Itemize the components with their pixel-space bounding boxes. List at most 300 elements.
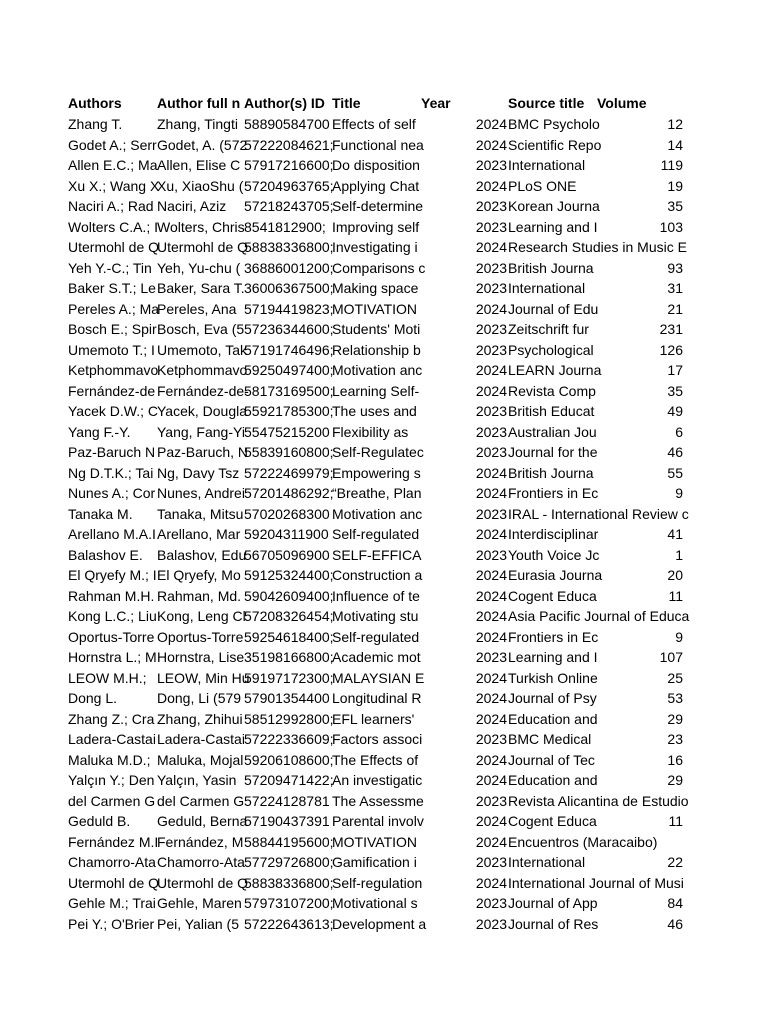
- cell-title[interactable]: Longitudinal R: [332, 690, 422, 706]
- cell-author-ids[interactable]: 8541812900;: [244, 218, 326, 235]
- cell-title[interactable]: Construction a: [332, 567, 423, 583]
- cell-authors[interactable]: Kong L.C.; Liu: [68, 608, 157, 624]
- cell-title[interactable]: Self-regulated: [332, 628, 420, 645]
- cell-author-ids[interactable]: 57190437391: [244, 813, 330, 829]
- cell-source-title[interactable]: International: [508, 280, 586, 296]
- cell-year[interactable]: 2024: [475, 485, 507, 501]
- cell-title[interactable]: Functional nea: [332, 136, 424, 153]
- cell-authors[interactable]: Geduld B.: [68, 813, 131, 829]
- cell-year[interactable]: 2024: [475, 136, 507, 153]
- cell-authors[interactable]: Umemoto T.; I: [68, 341, 155, 358]
- cell-title[interactable]: Factors associ: [332, 731, 423, 747]
- cell-author-ids[interactable]: 59254618400;: [244, 628, 334, 645]
- cell-author-ids[interactable]: 57222084621;: [244, 136, 334, 153]
- cell-title[interactable]: An investigatic: [332, 772, 423, 788]
- table-row: [0, 115, 768, 135]
- cell-source-title[interactable]: Turkish Online: [508, 669, 598, 686]
- cell-title[interactable]: Making space: [332, 280, 419, 296]
- cell-source-title[interactable]: International: [508, 854, 586, 870]
- cell-source-title[interactable]: Learning and I: [508, 649, 598, 665]
- header-source-title[interactable]: Source title: [508, 95, 585, 111]
- cell-title[interactable]: MOTIVATION: [332, 300, 418, 317]
- cell-author-full-name[interactable]: Baker, Sara T.: [157, 280, 245, 296]
- cell-source-title[interactable]: Education and: [508, 772, 598, 788]
- cell-author-full-name[interactable]: Xu, XiaoShu (: [157, 177, 244, 194]
- cell-author-ids[interactable]: 57201486292;: [244, 485, 334, 501]
- cell-author-full-name[interactable]: Arellano, Mar: [157, 526, 241, 542]
- table-row: [0, 525, 768, 545]
- cell-authors[interactable]: El Qryefy M.; I: [68, 567, 157, 583]
- cell-year[interactable]: 2024: [475, 116, 507, 132]
- cell-authors[interactable]: Yeh Y.-C.; Tin: [68, 259, 152, 276]
- cell-title[interactable]: MALAYSIAN E: [332, 669, 425, 686]
- cell-author-full-name[interactable]: Allen, Elise C: [157, 157, 241, 173]
- cell-author-ids[interactable]: 57973107200;: [244, 895, 334, 911]
- cell-author-ids[interactable]: 58838336800;: [244, 239, 334, 255]
- cell-author-ids[interactable]: 55475215200: [244, 423, 330, 440]
- cell-source-title[interactable]: Journal of Psy: [508, 690, 597, 706]
- cell-authors[interactable]: Xu X.; Wang X: [68, 177, 160, 194]
- cell-volume[interactable]: 17: [667, 362, 683, 378]
- cell-author-full-name[interactable]: Hornstra, Lise: [157, 649, 245, 665]
- cell-author-ids[interactable]: 35198166800;: [244, 649, 334, 665]
- cell-author-ids[interactable]: 57222643613;: [244, 915, 334, 932]
- cell-author-ids[interactable]: 57208326454;: [244, 608, 334, 624]
- cell-volume[interactable]: 31: [667, 280, 683, 296]
- cell-author-full-name[interactable]: LEOW, Min Hu: [157, 669, 250, 686]
- cell-year[interactable]: 2024: [475, 772, 507, 788]
- cell-volume[interactable]: 35: [667, 382, 683, 399]
- cell-volume[interactable]: 12: [667, 116, 683, 132]
- cell-authors[interactable]: Bosch E.; Spir: [68, 321, 157, 337]
- cell-source-title[interactable]: Korean Journa: [508, 198, 600, 214]
- cell-author-ids[interactable]: 57218243705;: [244, 198, 334, 214]
- cell-author-ids[interactable]: 57194419823;: [244, 300, 334, 317]
- cell-author-ids[interactable]: 55839160800;: [244, 444, 334, 460]
- cell-author-ids[interactable]: 59125324400;: [244, 567, 334, 583]
- cell-volume[interactable]: 55: [667, 464, 683, 481]
- table-row: [0, 648, 768, 668]
- header-author-ids[interactable]: Author(s) ID: [244, 95, 325, 111]
- cell-title[interactable]: SELF-EFFICA: [332, 546, 422, 563]
- cell-source-title[interactable]: Frontiers in Ec: [508, 628, 599, 645]
- cell-year[interactable]: 2024: [475, 300, 507, 317]
- cell-year[interactable]: 2023: [475, 854, 507, 870]
- cell-source-title[interactable]: Journal of Tec: [508, 751, 595, 768]
- cell-year[interactable]: 2023: [475, 218, 507, 235]
- cell-authors[interactable]: del Carmen G: [68, 792, 156, 809]
- cell-title[interactable]: The Assessme: [332, 792, 424, 809]
- cell-author-full-name[interactable]: Zhang, Tingti: [157, 116, 238, 132]
- cell-year[interactable]: 2023: [475, 198, 507, 214]
- cell-volume[interactable]: 107: [659, 649, 683, 665]
- cell-year[interactable]: 2024: [475, 464, 507, 481]
- cell-year[interactable]: 2023: [475, 157, 507, 173]
- cell-author-full-name[interactable]: Naciri, Aziz: [157, 198, 227, 214]
- cell-author-ids[interactable]: 36886001200;: [244, 259, 334, 276]
- cell-author-full-name[interactable]: Pereles, Ana: [157, 300, 237, 317]
- cell-volume[interactable]: 6: [675, 423, 683, 440]
- cell-author-full-name[interactable]: El Qryefy, Mo: [157, 567, 241, 583]
- cell-author-ids[interactable]: 58173169500;: [244, 382, 334, 399]
- header-year[interactable]: Year: [421, 95, 451, 111]
- table-row: [0, 361, 768, 381]
- cell-year[interactable]: 2024: [475, 751, 507, 768]
- cell-author-full-name[interactable]: Ng, Davy Tsz: [157, 464, 240, 481]
- cell-year[interactable]: 2023: [475, 280, 507, 296]
- cell-authors[interactable]: Wolters C.A.; I: [68, 218, 158, 235]
- cell-authors[interactable]: Gehle M.; Trai: [68, 895, 156, 911]
- cell-authors[interactable]: Dong L.: [68, 690, 118, 706]
- cell-authors[interactable]: Baker S.T.; Le: [68, 280, 156, 296]
- cell-title[interactable]: Motivational s: [332, 895, 418, 911]
- cell-title[interactable]: Improving self: [332, 218, 420, 235]
- cell-source-title[interactable]: LEARN Journa: [508, 362, 602, 378]
- table-row: [0, 689, 768, 709]
- cell-volume[interactable]: 19: [667, 177, 683, 194]
- cell-source-title[interactable]: Cogent Educa: [508, 813, 597, 829]
- cell-authors[interactable]: Rahman M.H.: [68, 587, 155, 604]
- cell-source-title[interactable]: BMC Medical: [508, 731, 592, 747]
- cell-year[interactable]: 2023: [475, 546, 507, 563]
- cell-authors[interactable]: Fernández-de: [68, 382, 156, 399]
- cell-source-title[interactable]: Education and: [508, 710, 598, 727]
- cell-year[interactable]: 2023: [475, 731, 507, 747]
- cell-source-title[interactable]: International: [508, 157, 586, 173]
- cell-source-title[interactable]: Encuentros (Maracaibo): [508, 833, 658, 850]
- cell-author-ids[interactable]: 58512992800;: [244, 710, 334, 727]
- cell-source-title[interactable]: Revista Alicantina de Estudio: [508, 792, 689, 809]
- cell-author-ids[interactable]: 59042609400;: [244, 587, 334, 604]
- cell-year[interactable]: 2023: [475, 341, 507, 358]
- cell-author-ids[interactable]: 57236344600;: [244, 321, 334, 337]
- cell-author-ids[interactable]: 57224128781: [244, 792, 330, 809]
- cell-author-full-name[interactable]: Ladera-Castai: [157, 731, 245, 747]
- cell-author-full-name[interactable]: Yacek, Dougla: [157, 403, 248, 419]
- cell-source-title[interactable]: Youth Voice Jc: [508, 546, 600, 563]
- cell-volume[interactable]: 21: [667, 300, 683, 317]
- cell-author-full-name[interactable]: Umemoto, Tak: [157, 341, 247, 358]
- cell-author-ids[interactable]: 55921785300;: [244, 403, 334, 419]
- cell-volume[interactable]: 46: [667, 444, 683, 460]
- cell-authors[interactable]: Zhang Z.; Cra: [68, 710, 155, 727]
- table-row: [0, 238, 768, 258]
- cell-author-full-name[interactable]: Pei, Yalian (5: [157, 915, 239, 932]
- table-row: [0, 833, 768, 853]
- cell-title[interactable]: Influence of te: [332, 587, 420, 604]
- cell-authors[interactable]: Ladera-Castai: [68, 731, 156, 747]
- cell-volume[interactable]: 41: [667, 526, 683, 542]
- cell-authors[interactable]: Allen E.C.; Ma: [68, 157, 158, 173]
- table-row: [0, 382, 768, 402]
- cell-authors[interactable]: Chamorro-Ata: [68, 854, 156, 870]
- cell-title[interactable]: Academic mot: [332, 649, 421, 665]
- cell-volume[interactable]: 14: [667, 136, 683, 153]
- cell-title[interactable]: The uses and: [332, 403, 417, 419]
- cell-title[interactable]: Comparisons c: [332, 259, 426, 276]
- cell-source-title[interactable]: Journal of App: [508, 895, 598, 911]
- cell-year[interactable]: 2023: [475, 649, 507, 665]
- cell-volume[interactable]: 93: [667, 259, 683, 276]
- cell-source-title[interactable]: Psychological: [508, 341, 594, 358]
- cell-authors[interactable]: Pei Y.; O'Brier: [68, 915, 155, 932]
- cell-author-full-name[interactable]: Bosch, Eva (5: [157, 321, 245, 337]
- cell-year[interactable]: 2024: [475, 710, 507, 727]
- cell-source-title[interactable]: International Journal of Musi: [508, 874, 684, 891]
- cell-author-ids[interactable]: 57204963765;: [244, 177, 334, 194]
- cell-title[interactable]: Self-determine: [332, 198, 424, 214]
- cell-year[interactable]: 2023: [475, 423, 507, 440]
- cell-source-title[interactable]: PLoS ONE: [508, 177, 577, 194]
- cell-author-ids[interactable]: 57222336609;: [244, 731, 334, 747]
- header-row: [0, 94, 768, 114]
- cell-source-title[interactable]: BMC Psycholo: [508, 116, 600, 132]
- table-row: [0, 915, 768, 935]
- cell-volume[interactable]: 20: [667, 567, 683, 583]
- cell-year[interactable]: 2024: [475, 669, 507, 686]
- cell-volume[interactable]: 231: [659, 321, 683, 337]
- cell-source-title[interactable]: Cogent Educa: [508, 587, 597, 604]
- cell-year[interactable]: 2024: [475, 239, 507, 255]
- cell-title[interactable]: Motivation anc: [332, 505, 423, 522]
- cell-title[interactable]: Empowering s: [332, 464, 421, 481]
- cell-volume[interactable]: 53: [667, 690, 683, 706]
- cell-source-title[interactable]: Asia Pacific Journal of Educa: [508, 608, 690, 624]
- cell-title[interactable]: Motivating stu: [332, 608, 419, 624]
- cell-author-ids[interactable]: 58844195600;: [244, 833, 334, 850]
- cell-author-full-name[interactable]: Godet, A. (572: [157, 136, 248, 153]
- cell-author-ids[interactable]: 57191746496;: [244, 341, 334, 358]
- cell-year[interactable]: 2024: [475, 608, 507, 624]
- cell-volume[interactable]: 126: [659, 341, 683, 358]
- cell-author-full-name[interactable]: Yalçın, Yasin: [157, 772, 237, 788]
- cell-source-title[interactable]: Interdisciplinar: [508, 526, 599, 542]
- cell-author-full-name[interactable]: Maluka, Mojal: [157, 751, 244, 768]
- cell-author-full-name[interactable]: Utermohl de Q: [157, 874, 249, 891]
- cell-authors[interactable]: Arellano M.A.I: [68, 526, 156, 542]
- cell-volume[interactable]: 29: [667, 710, 683, 727]
- cell-source-title[interactable]: Frontiers in Ec: [508, 485, 599, 501]
- cell-year[interactable]: 2024: [475, 362, 507, 378]
- cell-source-title[interactable]: Revista Comp: [508, 382, 596, 399]
- table-row: [0, 894, 768, 914]
- cell-year[interactable]: 2023: [475, 505, 507, 522]
- cell-authors[interactable]: Yang F.-Y.: [68, 423, 131, 440]
- cell-title[interactable]: “Breathe, Plan: [332, 485, 422, 501]
- cell-authors[interactable]: Nunes A.; Cor: [68, 485, 156, 501]
- cell-year[interactable]: 2023: [475, 444, 507, 460]
- table-row: [0, 587, 768, 607]
- cell-authors[interactable]: LEOW M.H.;: [68, 669, 147, 686]
- cell-title[interactable]: The Effects of: [332, 751, 419, 768]
- cell-volume[interactable]: 49: [667, 403, 683, 419]
- cell-author-full-name[interactable]: Balashov, Edu: [157, 546, 247, 563]
- cell-source-title[interactable]: Research Studies in Music E: [508, 239, 687, 255]
- cell-year[interactable]: 2024: [475, 813, 507, 829]
- cell-year[interactable]: 2024: [475, 526, 507, 542]
- cell-volume[interactable]: 35: [667, 198, 683, 214]
- cell-author-full-name[interactable]: del Carmen G: [157, 792, 245, 809]
- cell-volume[interactable]: 23: [667, 731, 683, 747]
- cell-authors[interactable]: Fernández M.I: [68, 833, 159, 850]
- cell-author-ids[interactable]: 57917216600;: [244, 157, 334, 173]
- cell-authors[interactable]: Godet A.; Serr: [68, 136, 157, 153]
- cell-authors[interactable]: Balashov E.: [68, 546, 143, 563]
- table-row: [0, 771, 768, 791]
- cell-authors[interactable]: Paz-Baruch N: [68, 444, 156, 460]
- cell-year[interactable]: 2024: [475, 874, 507, 891]
- cell-year[interactable]: 2024: [475, 382, 507, 399]
- cell-volume[interactable]: 119: [660, 157, 683, 173]
- cell-volume[interactable]: 11: [668, 813, 683, 829]
- cell-authors[interactable]: Yacek D.W.; C: [68, 403, 158, 419]
- cell-year[interactable]: 2024: [475, 690, 507, 706]
- cell-year[interactable]: 2024: [475, 628, 507, 645]
- cell-authors[interactable]: Oportus-Torre: [68, 628, 155, 645]
- cell-author-full-name[interactable]: Oportus-Torre: [157, 628, 244, 645]
- cell-title[interactable]: MOTIVATION: [332, 833, 418, 850]
- cell-title[interactable]: Flexibility as: [332, 423, 409, 440]
- header-authors[interactable]: Authors: [68, 95, 122, 111]
- cell-author-full-name[interactable]: Fernández-de-: [157, 382, 249, 399]
- cell-author-ids[interactable]: 59250497400;: [244, 362, 334, 378]
- cell-year[interactable]: 2023: [475, 403, 507, 419]
- table-row: [0, 464, 768, 484]
- cell-title[interactable]: Motivation anc: [332, 362, 423, 378]
- cell-title[interactable]: Development a: [332, 915, 427, 932]
- table-row: [0, 259, 768, 279]
- cell-author-full-name[interactable]: Wolters, Chris: [157, 218, 245, 235]
- cell-author-ids[interactable]: 57901354400: [244, 690, 330, 706]
- cell-volume[interactable]: 29: [667, 772, 683, 788]
- cell-authors[interactable]: Utermohl de Q: [68, 874, 160, 891]
- cell-authors[interactable]: Hornstra L.; M: [68, 649, 157, 665]
- cell-author-full-name[interactable]: Gehle, Maren: [157, 895, 242, 911]
- cell-volume[interactable]: 1: [675, 546, 683, 563]
- cell-year[interactable]: 2024: [475, 587, 507, 604]
- cell-year[interactable]: 2023: [475, 915, 507, 932]
- cell-volume[interactable]: 103: [659, 218, 683, 235]
- cell-volume[interactable]: 25: [667, 669, 683, 686]
- cell-author-full-name[interactable]: Nunes, Andrei: [157, 485, 245, 501]
- cell-author-ids[interactable]: 59204311900: [244, 526, 329, 542]
- cell-author-ids[interactable]: 57222469979;: [244, 464, 334, 481]
- cell-title[interactable]: Parental involv: [332, 813, 424, 829]
- cell-year[interactable]: 2023: [475, 895, 507, 911]
- cell-volume[interactable]: 22: [667, 854, 683, 870]
- cell-author-ids[interactable]: 59206108600;: [244, 751, 334, 768]
- header-author-full-name[interactable]: Author full n: [157, 95, 241, 111]
- cell-volume[interactable]: 84: [667, 895, 683, 911]
- cell-volume[interactable]: 9: [675, 485, 683, 501]
- cell-title[interactable]: EFL learners': [332, 710, 415, 727]
- cell-author-ids[interactable]: 57729726800;: [244, 854, 334, 870]
- cell-authors[interactable]: Pereles A.; Ma: [68, 300, 160, 317]
- cell-source-title[interactable]: British Educat: [508, 403, 595, 419]
- cell-title[interactable]: Self-regulated: [332, 526, 420, 542]
- cell-author-ids[interactable]: 57020268300: [244, 505, 330, 522]
- cell-source-title[interactable]: Zeitschrift fur: [508, 321, 589, 337]
- cell-year[interactable]: 2024: [475, 833, 507, 850]
- cell-authors[interactable]: Naciri A.; Rad: [68, 198, 154, 214]
- cell-source-title[interactable]: Journal of Edu: [508, 300, 599, 317]
- cell-author-full-name[interactable]: Paz-Baruch, N: [157, 444, 249, 460]
- cell-source-title[interactable]: Learning and I: [508, 218, 598, 235]
- cell-year[interactable]: 2024: [475, 177, 507, 194]
- cell-title[interactable]: Applying Chat: [332, 177, 420, 194]
- cell-author-full-name[interactable]: Kong, Leng Cl: [157, 608, 246, 624]
- cell-year[interactable]: 2024: [475, 567, 507, 583]
- cell-title[interactable]: Relationship b: [332, 341, 421, 358]
- cell-author-full-name[interactable]: Fernández, M: [157, 833, 244, 850]
- cell-title[interactable]: Learning Self-: [332, 382, 420, 399]
- cell-authors[interactable]: Ng D.T.K.; Tai: [68, 464, 154, 481]
- cell-author-full-name[interactable]: Zhang, Zhihui: [157, 710, 243, 727]
- cell-volume[interactable]: 11: [668, 587, 683, 604]
- cell-author-full-name[interactable]: Utermohl de Q: [157, 239, 249, 255]
- cell-author-full-name[interactable]: Dong, Li (579: [157, 690, 242, 706]
- cell-authors[interactable]: Yalçın Y.; Den: [68, 772, 155, 788]
- cell-author-ids[interactable]: 56705096900: [244, 546, 330, 563]
- cell-year[interactable]: 2023: [475, 259, 507, 276]
- cell-author-full-name[interactable]: Yang, Fang-Yi: [157, 423, 245, 440]
- cell-title[interactable]: Investigating i: [332, 239, 418, 255]
- cell-author-ids[interactable]: 58838336800;: [244, 874, 334, 891]
- cell-source-title[interactable]: Journal for the: [508, 444, 598, 460]
- cell-authors[interactable]: Tanaka M.: [68, 505, 133, 522]
- cell-title[interactable]: Self-Regulatec: [332, 444, 424, 460]
- table-row: [0, 546, 768, 566]
- table-row: [0, 443, 768, 463]
- cell-author-full-name[interactable]: Geduld, Berna: [157, 813, 248, 829]
- cell-author-full-name[interactable]: Yeh, Yu-chu (: [157, 259, 241, 276]
- table-row: [0, 853, 768, 873]
- cell-source-title[interactable]: IRAL - International Review c: [508, 505, 689, 522]
- cell-author-ids[interactable]: 58890584700: [244, 116, 330, 132]
- cell-author-full-name[interactable]: Ketphommavo: [157, 362, 248, 378]
- cell-volume[interactable]: 46: [667, 915, 683, 932]
- cell-author-full-name[interactable]: Chamorro-Ata: [157, 854, 245, 870]
- cell-author-full-name[interactable]: Rahman, Md.: [157, 587, 242, 604]
- cell-title[interactable]: Gamification i: [332, 854, 417, 870]
- cell-author-ids[interactable]: 36006367500;: [244, 280, 334, 296]
- cell-volume[interactable]: 16: [667, 751, 683, 768]
- cell-year[interactable]: 2023: [475, 321, 507, 337]
- cell-title[interactable]: Students' Moti: [332, 321, 421, 337]
- cell-title[interactable]: Self-regulation: [332, 874, 423, 891]
- cell-source-title[interactable]: Eurasia Journa: [508, 567, 603, 583]
- cell-source-title[interactable]: British Journa: [508, 259, 594, 276]
- cell-title[interactable]: Effects of self: [332, 116, 416, 132]
- cell-volume[interactable]: 9: [675, 628, 683, 645]
- cell-source-title[interactable]: British Journa: [508, 464, 594, 481]
- cell-authors[interactable]: Utermohl de Q: [68, 239, 160, 255]
- header-volume[interactable]: Volume: [597, 95, 647, 111]
- cell-authors[interactable]: Ketphommavo: [68, 362, 159, 378]
- table-row: [0, 874, 768, 894]
- cell-source-title[interactable]: Scientific Repo: [508, 136, 602, 153]
- cell-source-title[interactable]: Australian Jou: [508, 423, 597, 440]
- cell-author-ids[interactable]: 59197172300;: [244, 669, 334, 686]
- cell-author-ids[interactable]: 57209471422;: [244, 772, 334, 788]
- cell-source-title[interactable]: Journal of Res: [508, 915, 599, 932]
- cell-authors[interactable]: Zhang T.: [68, 116, 123, 132]
- cell-author-full-name[interactable]: Tanaka, Mitsu: [157, 505, 244, 522]
- header-title[interactable]: Title: [332, 95, 361, 111]
- cell-authors[interactable]: Maluka M.D.;: [68, 751, 151, 768]
- cell-title[interactable]: Do disposition: [332, 157, 420, 173]
- cell-year[interactable]: 2023: [475, 792, 507, 809]
